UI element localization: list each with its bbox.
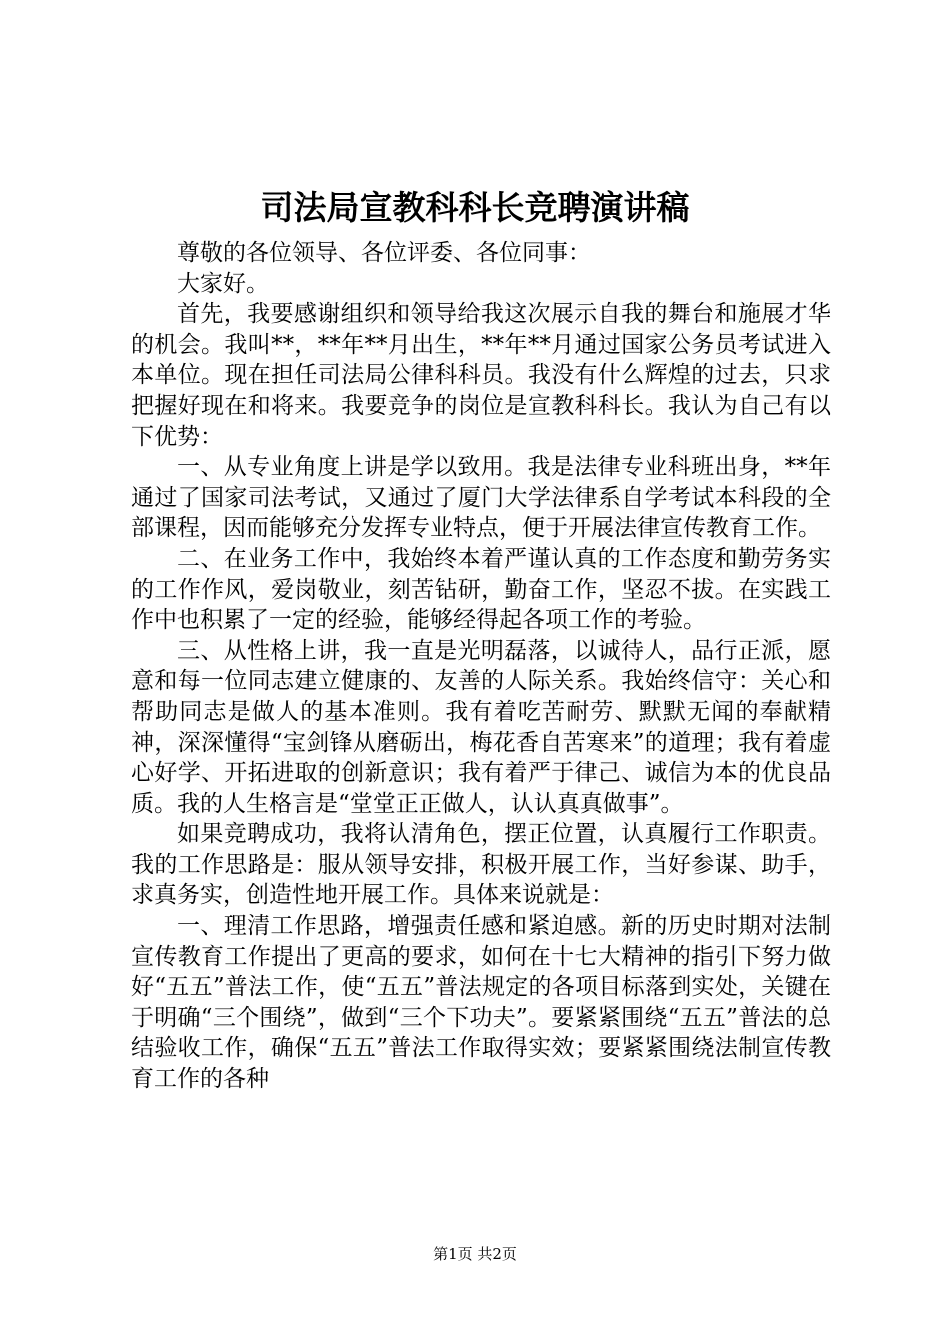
paragraph-greeting: 大家好。 [177, 270, 269, 297]
document-body [131, 238, 831, 1095]
paragraph-work-plan: 如果竞聘成功，我将认清角色，摆正位置，认真履行工作职责。我的工作思路是：服从领导安排，积极开展工作，当好参谋、助手，求真务实，创造性地开展工作。具体来说就是： [131, 821, 831, 909]
paragraph-salutation: 尊敬的各位领导、各位评委、各位同事： [177, 240, 591, 266]
paragraph-advantage-1: 一、从专业角度上讲是学以致用。我是法律专业科班出身，**年通过了国家司法考试，又通过了厦门大学法律系自学考试本科段的全部课程，因而能够充分发挥专业特点，便于开展法律宣传教育工作。 [131, 454, 831, 542]
paragraph-advantage-3: 三、从性格上讲，我一直是光明磊落，以诚待人，品行正派，愿意和每一位同志建立健康的、友善的人际关系。我始终信守：关心和帮助同志是做人的基本准则。我有着吃苦耐劳、默默无闻的奉献精神，深深懂得“宝剑锋从磨砺出，梅花香自苦寒来”的道理；我有着虚心好学、开拓进取的创新意识；我有着严于律己、诚信为本的优良品质。我的人生格言是“堂堂正正做人，认认真真做事”。 [131, 637, 831, 817]
paragraph-advantage-2: 二、在业务工作中，我始终本着严谨认真的工作态度和勤劳务实的工作作风，爱岗敬业，刻苦钻研，勤奋工作，坚忍不拔。在实践工作中也积累了一定的经验，能够经得起各项工作的考验。 [131, 545, 831, 634]
paragraph-introduction: 首先，我要感谢组织和领导给我这次展示自我的舞台和施展才华的机会。我叫**，**年**月出生，**年**月通过国家公务员考试进入本单位。现在担任司法局公律科科员。我没有什么辉煌的过去，只求把握好现在和将来。我要竞争的岗位是宣教科科长。我认为自己有以下优势： [131, 301, 831, 450]
document-title: 司法局宣教科科长竞聘演讲稿 [260, 188, 690, 227]
paragraph-plan-1: 一、理清工作思路，增强责任感和紧迫感。新的历史时期对法制宣传教育工作提出了更高的要求，如何在十七大精神的指引下努力做好“五五”普法工作，使“五五”普法规定的各项目标落到实处，关键在于明确“三个围绕”，做到“三个下功夫”。要紧紧围绕“五五”普法的总结验收工作，确保“五五”普法工作取得实效；要紧紧围绕法制宣传教育工作的各种 [131, 913, 831, 1093]
page-footer: 第1页 共2页 [433, 1245, 517, 1263]
